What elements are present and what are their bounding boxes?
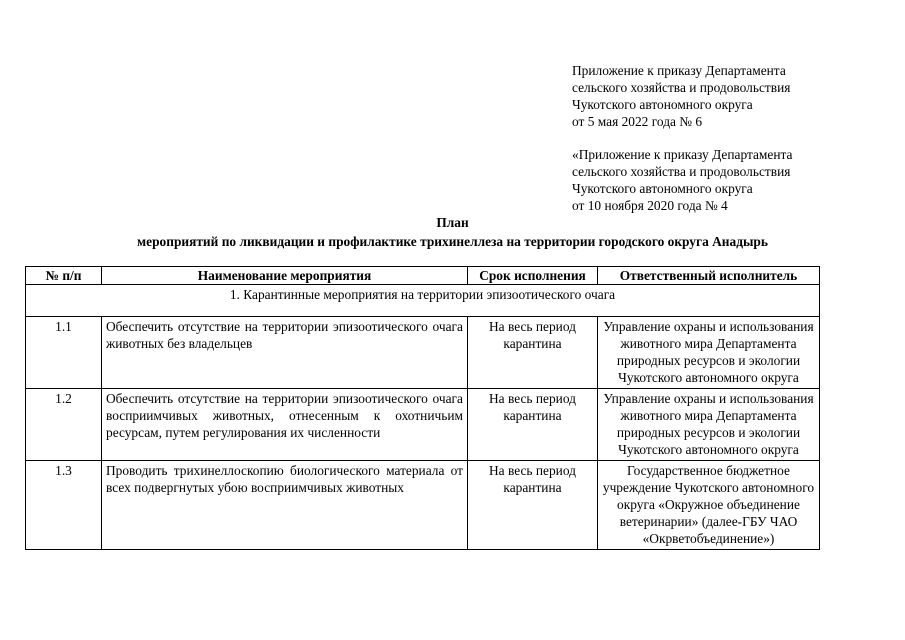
header-number: № п/п xyxy=(26,267,102,285)
appendix-line: Чукотского автономного округа xyxy=(572,97,753,112)
row-number: 1.1 xyxy=(26,317,102,389)
appendix-current xyxy=(572,62,872,130)
row-name: Обеспечить отсутствие на территории эпизоотического очага животных без владельцев xyxy=(102,317,468,389)
header-term: Срок исполнения xyxy=(468,267,598,285)
appendix-line: от 5 мая 2022 года № 6 xyxy=(572,114,703,129)
appendix-line: «Приложение к приказу Департамента xyxy=(572,147,793,162)
appendix-line: сельского хозяйства и продовольствия xyxy=(572,164,791,179)
table-row xyxy=(26,461,820,550)
row-responsible: Управление охраны и использования животного мира Департамента природных ресурсов и экологии Чукотского автономного округа xyxy=(598,389,820,461)
section-title: 1. Карантинные мероприятия на территории эпизоотического очага xyxy=(26,285,820,317)
row-term: На весь период карантина xyxy=(468,389,598,461)
row-name: Обеспечить отсутствие на территории эпизоотического очага восприимчивых животных, отнесенным к охотничьим ресурсам, путем регулирования их численности xyxy=(102,389,468,461)
header-name: Наименование мероприятия xyxy=(102,267,468,285)
row-term: На весь период карантина xyxy=(468,461,598,550)
table-header-row xyxy=(26,267,820,285)
appendix-line: сельского хозяйства и продовольствия xyxy=(572,80,791,95)
plan-table xyxy=(25,266,820,550)
row-term: На весь период карантина xyxy=(468,317,598,389)
appendix-line: Приложение к приказу Департамента xyxy=(572,63,786,78)
row-name: Проводить трихинеллоскопию биологического материала от всех подвергнутых убою восприимчивых животных xyxy=(102,461,468,550)
table-row xyxy=(26,389,820,461)
row-number: 1.3 xyxy=(26,461,102,550)
appendix-previous xyxy=(572,146,872,214)
header-responsible: Ответственный исполнитель xyxy=(598,267,820,285)
appendix-line: от 10 ноября 2020 года № 4 xyxy=(572,198,728,213)
row-responsible: Управление охраны и использования животного мира Департамента природных ресурсов и экологии Чукотского автономного округа xyxy=(598,317,820,389)
row-number: 1.2 xyxy=(26,389,102,461)
table-row xyxy=(26,317,820,389)
appendix-line: Чукотского автономного округа xyxy=(572,181,753,196)
plan-title: План xyxy=(436,215,469,230)
plan-subtitle: мероприятий по ликвидации и профилактике трихинеллеза на территории городского округа Анадырь xyxy=(137,234,768,249)
row-responsible: Государственное бюджетное учреждение Чукотского автономного округа «Окружное объединение ветеринарии» (далее-ГБУ ЧАО «Окрветобъединение») xyxy=(598,461,820,550)
section-row xyxy=(26,285,820,317)
